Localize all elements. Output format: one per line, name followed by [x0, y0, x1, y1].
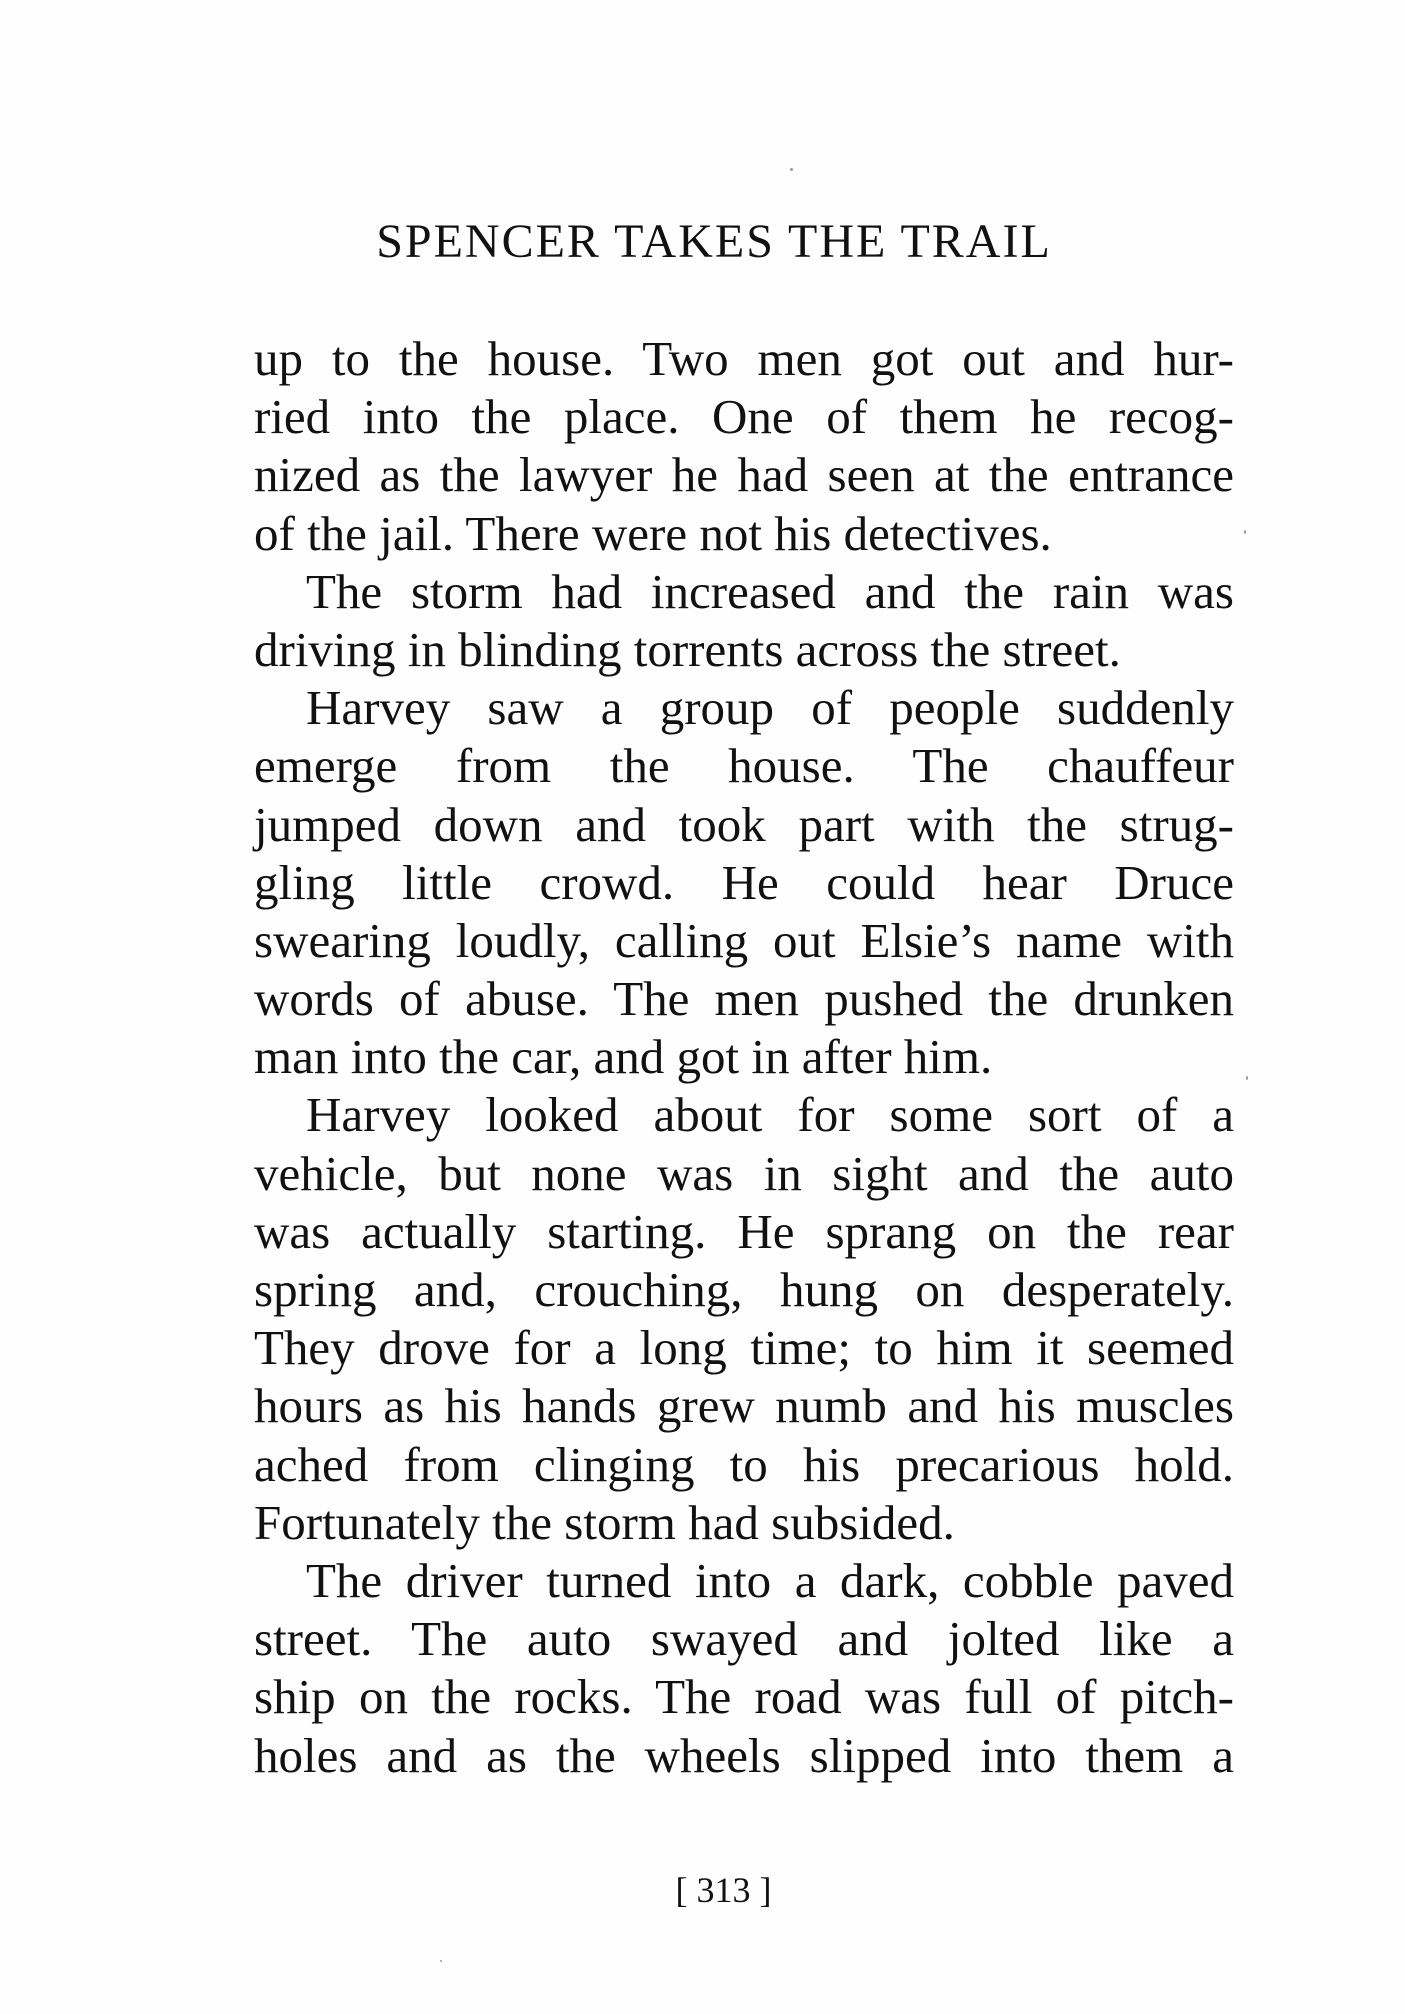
- paper-speck: [1246, 1076, 1248, 1080]
- text-line: holes and as the wheels slipped into them a: [254, 1727, 1234, 1783]
- text-line: The driver turned into a dark, cobble paved: [306, 1552, 1234, 1608]
- text-line: nized as the lawyer he had seen at the entrance: [254, 447, 1234, 503]
- text-line: words of abuse. The men pushed the drunken: [254, 971, 1234, 1027]
- text-line: They drove for a long time; to him it seemed: [254, 1320, 1234, 1376]
- paper-speck: [1244, 530, 1246, 534]
- text-line: hours as his hands grew numb and his muscles: [254, 1378, 1234, 1434]
- text-line: gling little crowd. He could hear Druce: [254, 854, 1234, 910]
- text-line: was actually starting. He sprang on the rear: [254, 1203, 1234, 1259]
- text-line: ried into the place. One of them he recog-: [254, 389, 1234, 445]
- running-head: SPENCER TAKES THE TRAIL: [376, 215, 1052, 268]
- text-line: jumped down and took part with the strug-: [254, 796, 1234, 852]
- text-line: vehicle, but none was in sight and the auto: [254, 1145, 1234, 1201]
- paper-speck: [790, 168, 793, 171]
- page-number: [ 313 ]: [675, 1870, 772, 1910]
- text-line: emerge from the house. The chauffeur: [254, 738, 1234, 794]
- text-line: street. The auto swayed and jolted like a: [254, 1611, 1234, 1667]
- text-line: Fortunately the storm had subsided.: [254, 1494, 955, 1550]
- text-line: Harvey saw a group of people suddenly: [306, 680, 1234, 736]
- text-line: The storm had increased and the rain was: [306, 563, 1234, 619]
- text-line: up to the house. Two men got out and hur-: [254, 331, 1234, 386]
- text-line: swearing loudly, calling out Elsie’s name with: [254, 912, 1234, 968]
- text-line: driving in blinding torrents across the street.: [254, 621, 1121, 677]
- paper-speck: [440, 1960, 442, 1962]
- text-line: ached from clinging to his precarious hold.: [254, 1436, 1234, 1492]
- text-line: ship on the rocks. The road was full of pitch-: [254, 1669, 1234, 1725]
- text-line: spring and, crouching, hung on desperately.: [254, 1262, 1234, 1317]
- body-text: [254, 330, 1234, 1785]
- text-line: of the jail. There were not his detectives.: [254, 505, 1052, 561]
- text-line: Harvey looked about for some sort of a: [306, 1087, 1234, 1143]
- text-line: man into the car, and got in after him.: [254, 1029, 993, 1085]
